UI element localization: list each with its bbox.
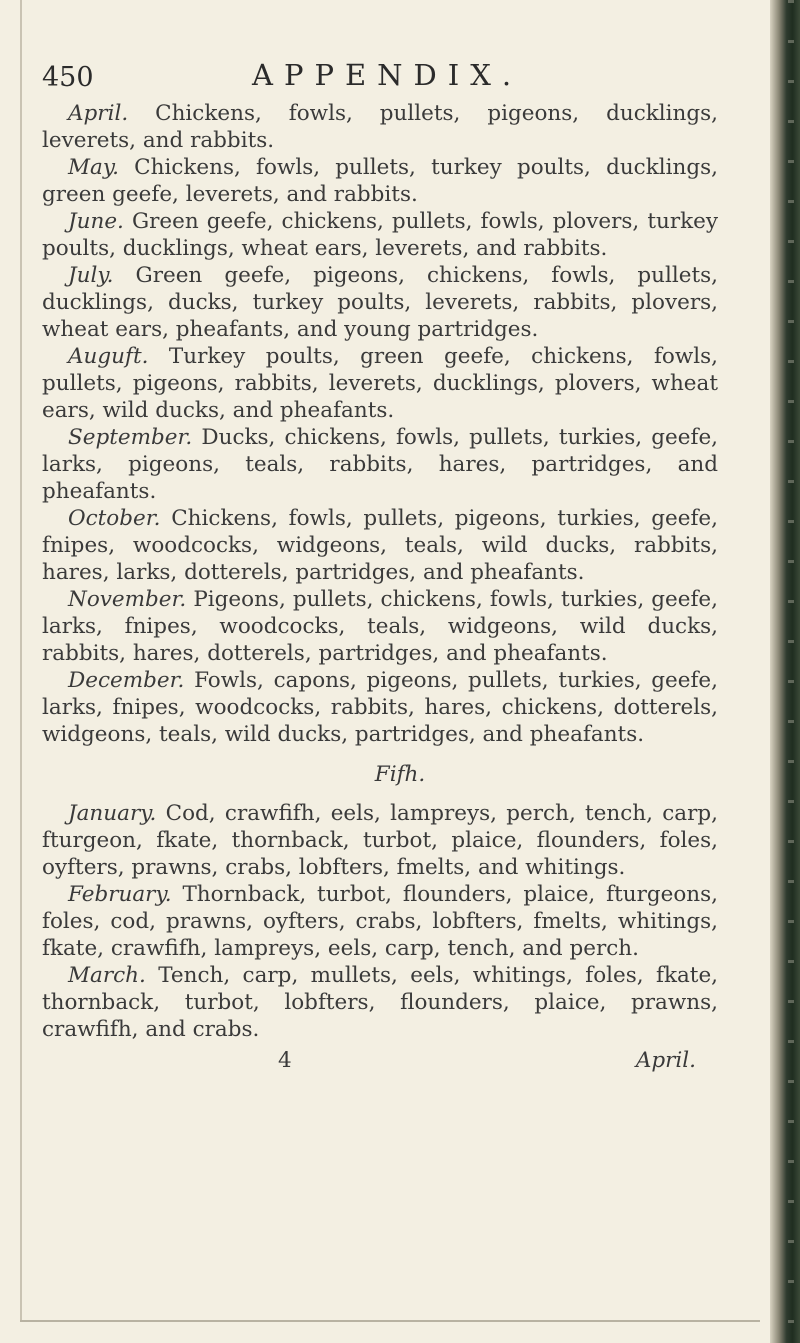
entry-text: Tench, carp, mullets, eels, whitings, foles, fkate, thornback, turbot, lobfters, flounders, plaice, prawns, crawfifh, and crabs. (42, 963, 718, 1042)
section-title-fish: Fifh. (374, 762, 426, 787)
entry-text: Pigeons, pullets, chickens, fowls, turkies, geefe, larks, fnipes, woodcocks, teals, widgeons, wild ducks, rabbits, hares, dotterels, partridges, and pheafants. (42, 587, 718, 666)
entry-text: Chickens, fowls, pullets, pigeons, ducklings, leverets, and rabbits. (42, 101, 718, 153)
signature-mark: 4 (278, 1048, 292, 1073)
catchword: April. (635, 1048, 696, 1073)
entry-text: Chickens, fowls, pullets, turkey poults, ducklings, green geefe, leverets, and rabbits. (42, 155, 718, 207)
entry-text: Fowls, capons, pigeons, pullets, turkies, geefe, larks, fnipes, woodcocks, rabbits, hares, chickens, dotterels, widgeons, teals, wild ducks, partridges, and pheafants. (42, 668, 718, 747)
month-label: January. (68, 801, 157, 826)
entry-text: Ducks, chickens, fowls, pullets, turkies, geefe, larks, pigeons, teals, rabbits, hares, partridges, and pheafants. (42, 425, 719, 504)
month-label: February. (68, 882, 172, 907)
entry-february (42, 881, 718, 962)
entry-december (42, 667, 718, 748)
page-body (42, 100, 718, 1074)
month-label: September. (68, 425, 193, 450)
book-binding (770, 0, 800, 1343)
page-header (42, 58, 722, 98)
month-label: March. (68, 963, 146, 988)
entry-november (42, 586, 718, 667)
entry-october (42, 505, 718, 586)
entry-june (42, 208, 718, 262)
entry-august (42, 343, 718, 424)
month-label: June. (68, 209, 124, 234)
entry-text: Green geefe, pigeons, chickens, fowls, pullets, ducklings, ducks, turkey poults, leverets, rabbits, plovers, wheat ears, pheafants, and young partridges. (42, 263, 718, 342)
entry-may (42, 154, 718, 208)
month-label: July. (68, 263, 114, 288)
entry-march (42, 962, 718, 1043)
entry-july (42, 262, 718, 343)
page-footer (42, 1047, 718, 1074)
entry-january (42, 800, 718, 881)
month-label: December. (68, 668, 185, 693)
page-bottom-edge (20, 1320, 760, 1322)
month-label: October. (68, 506, 161, 531)
month-label: November. (68, 587, 187, 612)
month-label: May. (68, 155, 119, 180)
running-head: APPENDIX. (252, 58, 523, 92)
month-label: Auguft. (68, 344, 149, 369)
entry-april (42, 100, 718, 154)
entry-text: Turkey poults, green geefe, chickens, fowls, pullets, pigeons, rabbits, leverets, ducklings, plovers, wheat ears, wild ducks, and pheafants. (42, 344, 718, 423)
entry-text: Chickens, fowls, pullets, pigeons, turkies, geefe, fnipes, woodcocks, widgeons, teals, wild ducks, rabbits, hares, larks, dotterels, partridges, and pheafants. (42, 506, 718, 585)
entry-text: Thornback, turbot, flounders, plaice, fturgeons, foles, cod, prawns, oyfters, crabs, lobfters, fmelts, whitings, fkate, crawfifh, lampreys, eels, carp, tench, and perch. (42, 882, 718, 961)
page-number: 450 (42, 62, 94, 93)
month-label: April. (68, 101, 129, 126)
entry-text: Green geefe, chickens, pullets, fowls, plovers, turkey poults, ducklings, wheat ears, leverets, and rabbits. (42, 209, 718, 261)
entry-text: Cod, crawfifh, eels, lampreys, perch, tench, carp, fturgeon, fkate, thornback, turbot, plaice, flounders, foles, oyfters, prawns, crabs, lobfters, fmelts, and whitings. (42, 801, 718, 880)
binding-texture (788, 0, 794, 1343)
page-left-edge (20, 0, 22, 1320)
entry-september (42, 424, 718, 505)
